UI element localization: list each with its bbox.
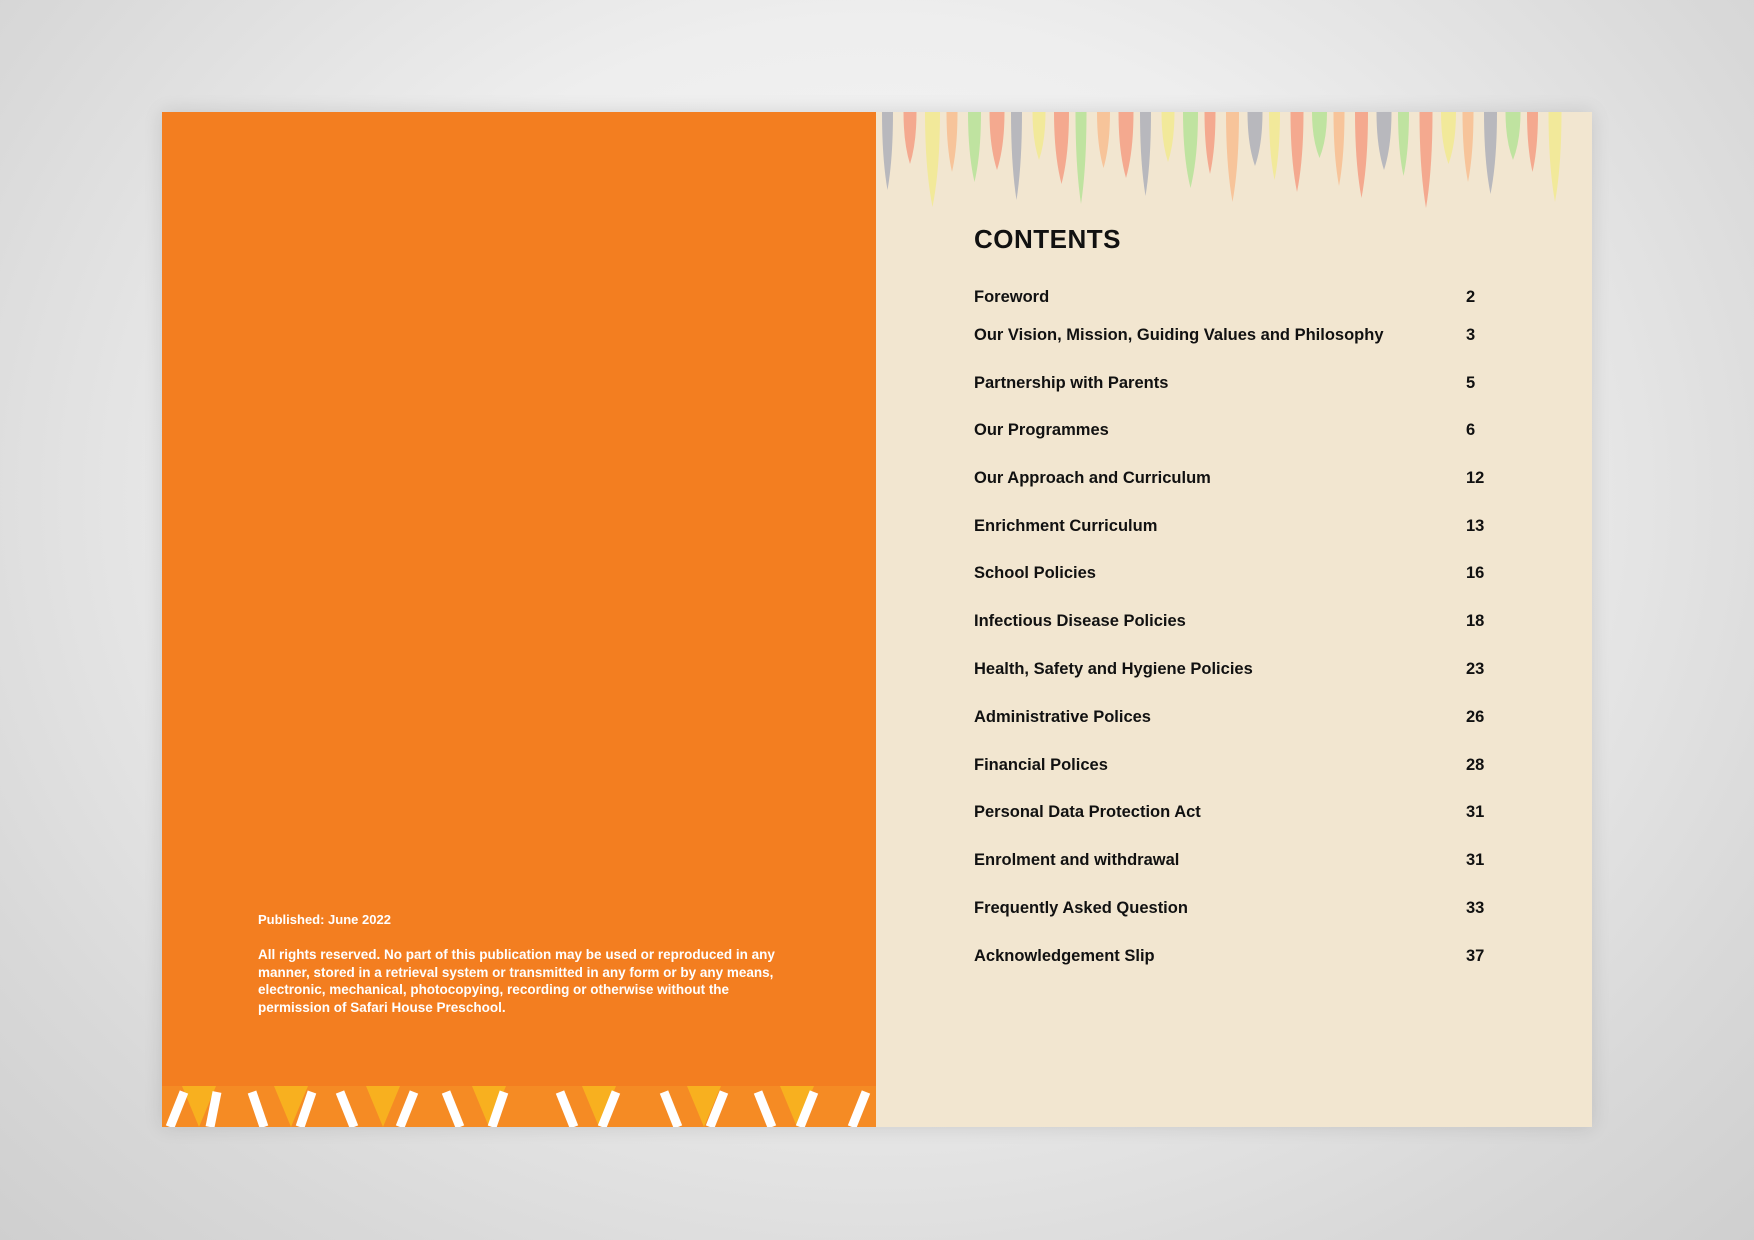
fringe-drop: [1205, 112, 1216, 174]
toc-entry[interactable]: [974, 288, 1494, 310]
fringe-drop: [1441, 112, 1456, 164]
fringe-drop: [1011, 112, 1022, 200]
fringe-drop: [1183, 112, 1198, 188]
fringe-drop: [1355, 112, 1368, 198]
brochure-spread: [162, 112, 1592, 1127]
rights-statement: All rights reserved. No part of this publication may be used or reproduced in any manner, stored in a retrieval system or transmitted in any form or by any means, electronic, mechanical, photocopying, recording or otherwise without the permission of Safari House Preschool.: [258, 947, 775, 1015]
fringe-drop: [1312, 112, 1327, 158]
toc-entry-title: Acknowledgement Slip: [974, 947, 1155, 965]
toc-entry[interactable]: [974, 421, 1494, 443]
toc-entry-title: Our Approach and Curriculum: [974, 469, 1211, 487]
toc-entry[interactable]: [974, 326, 1494, 348]
toc-entry-page: 3: [1466, 326, 1476, 344]
left-page: [162, 112, 876, 1127]
fringe-drop: [968, 112, 981, 182]
right-page: [876, 112, 1592, 1127]
fringe-drop: [1140, 112, 1151, 196]
toc-entry[interactable]: [974, 756, 1494, 778]
toc-entry-title: Health, Safety and Hygiene Policies: [974, 660, 1253, 678]
fringe-drop: [1269, 112, 1280, 180]
fringe-decoration: [876, 112, 1592, 212]
toc-entry-title: Infectious Disease Policies: [974, 612, 1186, 630]
toc-entry[interactable]: [974, 708, 1494, 730]
fringe-drop: [925, 112, 940, 207]
contents-title: CONTENTS: [974, 224, 1121, 254]
toc-entry-page: 23: [1466, 660, 1485, 678]
toc-entry-title: Financial Polices: [974, 756, 1108, 774]
toc-entry-page: 31: [1466, 851, 1485, 869]
toc-entry[interactable]: [974, 612, 1494, 634]
toc-entry[interactable]: [974, 660, 1494, 682]
fringe-drop: [882, 112, 893, 190]
fringe-drop: [1377, 112, 1392, 170]
published-date: Published: June 2022: [258, 912, 391, 927]
toc-entry-title: Administrative Polices: [974, 708, 1151, 726]
fringe-drop: [1226, 112, 1239, 202]
toc-entry[interactable]: [974, 947, 1494, 969]
toc-entry[interactable]: [974, 374, 1494, 396]
toc-entry-page: 31: [1466, 803, 1485, 821]
toc-entry-title: Partnership with Parents: [974, 374, 1169, 392]
fringe-drop: [1119, 112, 1134, 178]
toc-entry-page: 13: [1466, 517, 1485, 535]
fringe-drop: [1484, 112, 1497, 194]
fringe-drop: [1334, 112, 1345, 186]
fringe-drop: [990, 112, 1005, 170]
toc-entry[interactable]: [974, 517, 1494, 539]
toc-entry-page: 12: [1466, 469, 1485, 487]
fringe-drop: [1248, 112, 1263, 166]
toc-entry-title: Our Vision, Mission, Guiding Values and Philosophy: [974, 326, 1384, 344]
toc-entry-page: 6: [1466, 421, 1476, 439]
toc-entry-page: 26: [1466, 708, 1485, 726]
toc-entry[interactable]: [974, 469, 1494, 491]
fringe-drop: [1398, 112, 1409, 176]
fringe-drop: [1033, 112, 1046, 160]
fringe-drop: [1549, 112, 1562, 202]
fringe-drop: [1054, 112, 1069, 184]
zigzag-pattern: [162, 1086, 876, 1127]
fringe-drop: [1527, 112, 1538, 172]
toc-entry-title: School Policies: [974, 564, 1096, 582]
toc-entry-title: Frequently Asked Question: [974, 899, 1188, 917]
toc-entry[interactable]: [974, 564, 1494, 586]
toc-entry-title: Foreword: [974, 288, 1050, 306]
toc-entry[interactable]: [974, 803, 1494, 825]
toc-entry-title: Personal Data Protection Act: [974, 803, 1201, 821]
fringe-drop: [1506, 112, 1521, 160]
fringe-drop: [1291, 112, 1304, 192]
toc-entry-page: 5: [1466, 374, 1476, 392]
toc-entry[interactable]: [974, 899, 1494, 921]
fringe-drop: [1076, 112, 1087, 204]
toc-entry-page: 18: [1466, 612, 1485, 630]
toc-entry-title: Enrolment and withdrawal: [974, 851, 1180, 869]
fringe-drop: [1162, 112, 1175, 162]
toc-entry-page: 33: [1466, 899, 1485, 917]
fringe-drop: [1097, 112, 1110, 168]
toc-entry-page: 2: [1466, 288, 1476, 306]
toc-entry[interactable]: [974, 851, 1494, 873]
toc-entry-page: 28: [1466, 756, 1485, 774]
fringe-drop: [1463, 112, 1474, 182]
fringe-drop: [1420, 112, 1433, 208]
toc-entry-page: 16: [1466, 564, 1485, 582]
toc-entry-page: 37: [1466, 947, 1485, 965]
toc-entry-title: Our Programmes: [974, 421, 1109, 439]
fringe-drop: [947, 112, 958, 172]
fringe-drop: [904, 112, 917, 164]
toc-entry-title: Enrichment Curriculum: [974, 517, 1158, 535]
